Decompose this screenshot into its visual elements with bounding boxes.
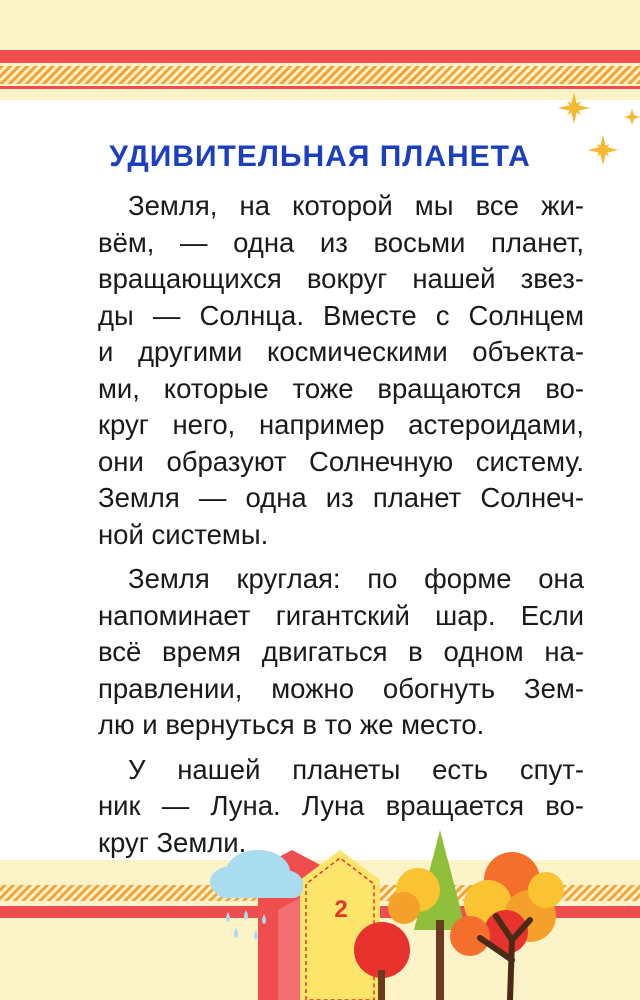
top-band: [0, 0, 640, 50]
bottom-illustration: [0, 820, 640, 1000]
page-title: УДИВИТЕЛЬНАЯ ПЛАНЕТА: [109, 140, 531, 173]
text-line: и другими космическими объекта-: [98, 336, 584, 367]
paragraph-1: [98, 188, 584, 553]
text-line: ник — Луна. Луна вращается во-: [98, 790, 584, 821]
text-line: круг Земли.: [98, 826, 247, 858]
text-line: круг него, например астероидами,: [98, 409, 584, 440]
text-line: вращающихся вокруг нашей звез-: [98, 263, 584, 294]
top-stripe-red: [0, 50, 640, 63]
text-line: правлении, можно обогнуть Зем-: [98, 672, 584, 704]
text-line: Земля — одна из планет Солнеч-: [98, 482, 584, 513]
paragraph-2: [98, 561, 584, 744]
text-line: Земля круглая: по форме она: [128, 563, 584, 594]
text-line: У нашей планеты есть спут-: [128, 753, 584, 785]
text-line: они образуют Солнечную систему.: [98, 445, 584, 477]
text-line: ной системы.: [98, 518, 269, 550]
text-line: лю и вернуться в то же место.: [98, 709, 485, 740]
text-line: ды — Солнца. Вместе с Солнцем: [98, 299, 584, 331]
text-line: всё время двигаться в одном на-: [98, 636, 584, 667]
text-line: Земля, на которой мы все жи-: [128, 190, 584, 221]
text-line: напоминает гигантский шар. Если: [98, 599, 584, 631]
page-number: 2: [334, 896, 348, 923]
text-line: ми, которые тоже вращаются во-: [98, 372, 584, 404]
body-text: [98, 188, 584, 869]
text-line: вём, — одна из восьми планет,: [98, 226, 584, 258]
